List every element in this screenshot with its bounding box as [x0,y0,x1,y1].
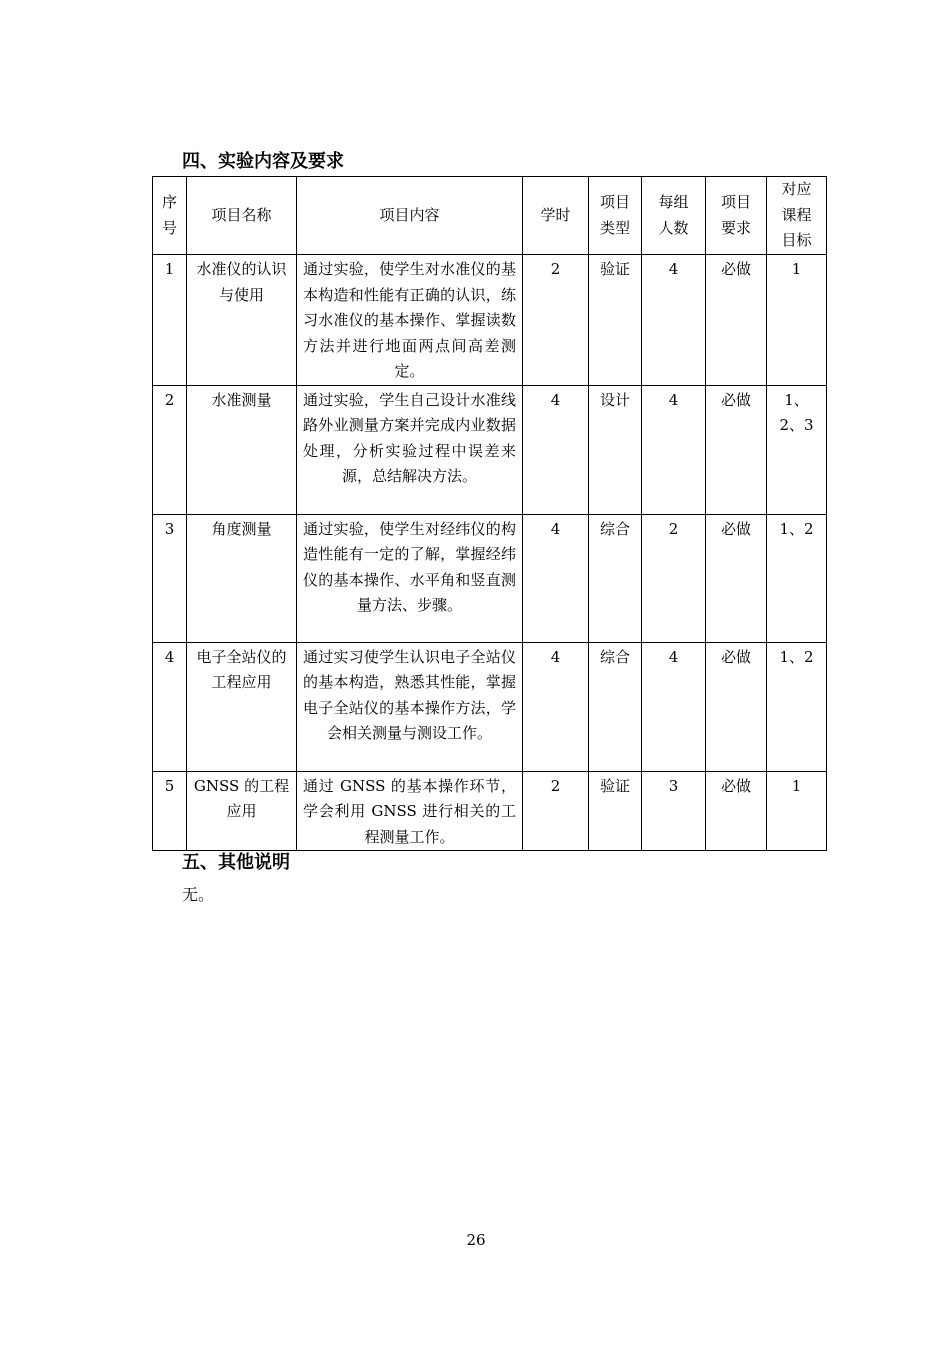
section-heading-other-notes: 五、其他说明 [182,852,290,873]
cell-name: 电子全站仪的工程应用 [187,642,297,771]
cell-name: GNSS 的工程应用 [187,771,297,851]
table-row [153,514,827,642]
cell-no: 1 [153,255,187,386]
header-target: 对应课程目标 [767,177,827,255]
cell-type: 综合 [589,514,642,642]
cell-no: 3 [153,514,187,642]
header-name: 项目名称 [187,177,297,255]
cell-type: 验证 [589,255,642,386]
cell-content: 通过 GNSS 的基本操作环节，学会利用 GNSS 进行相关的工程测量工作。 [297,771,523,851]
cell-type: 设计 [589,385,642,514]
table-row [153,385,827,514]
other-notes-text: 无。 [182,885,215,904]
cell-target: 1、2、3 [767,385,827,514]
cell-name: 角度测量 [187,514,297,642]
cell-group: 2 [642,514,706,642]
cell-content: 通过实验，学生自己设计水准线路外业测量方案并完成内业数据处理，分析实验过程中误差来源，总结解决方法。 [297,385,523,514]
cell-content: 通过实验，使学生对经纬仪的构造性能有一定的了解，掌握经纬仪的基本操作、水平角和竖直测量方法、步骤。 [297,514,523,642]
cell-no: 5 [153,771,187,851]
cell-req: 必做 [706,771,767,851]
cell-type: 综合 [589,642,642,771]
table-row [153,642,827,771]
cell-group: 3 [642,771,706,851]
section-heading-experiments: 四、实验内容及要求 [182,151,344,172]
cell-req: 必做 [706,255,767,386]
header-group: 每组人数 [642,177,706,255]
cell-content: 通过实习使学生认识电子全站仪的基本构造，熟悉其性能，掌握电子全站仪的基本操作方法，学会相关测量与测设工作。 [297,642,523,771]
cell-hours: 4 [523,385,589,514]
cell-type: 验证 [589,771,642,851]
cell-req: 必做 [706,514,767,642]
cell-target: 1、2 [767,514,827,642]
header-content: 项目内容 [297,177,523,255]
cell-hours: 4 [523,514,589,642]
cell-req: 必做 [706,385,767,514]
cell-group: 4 [642,642,706,771]
table-header-row [153,177,827,255]
cell-no: 2 [153,385,187,514]
cell-hours: 2 [523,771,589,851]
header-req: 项目要求 [706,177,767,255]
page-number: 26 [466,1231,486,1249]
header-type: 项目类型 [589,177,642,255]
cell-no: 4 [153,642,187,771]
cell-name: 水准仪的认识与使用 [187,255,297,386]
cell-target: 1、2 [767,642,827,771]
table-row [153,771,827,851]
cell-hours: 2 [523,255,589,386]
header-hours: 学时 [523,177,589,255]
cell-target: 1 [767,771,827,851]
experiment-table [152,176,827,851]
cell-hours: 4 [523,642,589,771]
header-no: 序号 [153,177,187,255]
cell-group: 4 [642,385,706,514]
cell-name: 水准测量 [187,385,297,514]
cell-req: 必做 [706,642,767,771]
cell-group: 4 [642,255,706,386]
cell-target: 1 [767,255,827,386]
table-row [153,255,827,386]
cell-content: 通过实验，使学生对水准仪的基本构造和性能有正确的认识，练习水准仪的基本操作、掌握读数方法并进行地面两点间高差测定。 [297,255,523,386]
